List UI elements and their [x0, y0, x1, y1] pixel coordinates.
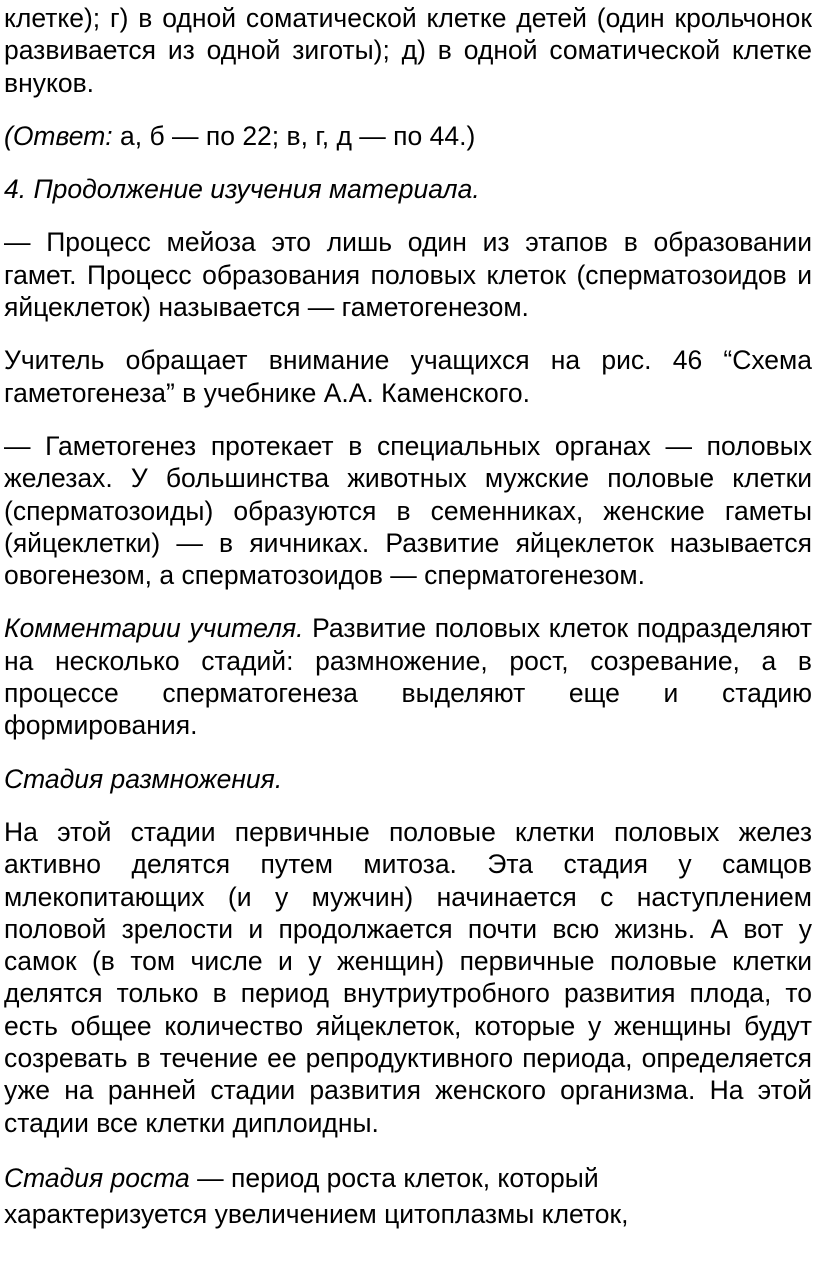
teacher-comments-text: Развитие половых клеток подразделяют на несколько стадий: размножение, рост, созревание, а в процессе сперматогенеза выделяют еще и стадию формирования.: [4, 613, 813, 741]
paragraph-growth-stage: [4, 1160, 812, 1232]
growth-stage-line1: — период роста клеток, который: [189, 1162, 599, 1193]
teacher-comments-label: Комментарии учителя.: [4, 613, 304, 644]
section-heading-text: 4. Продолжение изучения материала.: [4, 174, 480, 205]
paragraph-task-continuation: [4, 2, 812, 99]
answer-text: а, б — по 22; в, г, д — по 44.): [112, 120, 476, 151]
meiosis-text: — Процесс мейоза это лишь один из этапов в образовании гамет. Процесс образования половых клеток (сперматозоидов и яйцеклеток) называется — гаметогенезом.: [4, 227, 812, 323]
paragraph-teacher-comments: [4, 612, 812, 741]
growth-stage-label: Стадия роста: [4, 1162, 190, 1193]
answer-label: (Ответ:: [4, 120, 113, 151]
reproduction-stage-text: На этой стадии первичные половые клетки половых желез активно делятся путем митоза. Эта стадия у самцов млекопитающих (и у мужчин) начинается с наступлением половой зрелости и продолжается почти всю жизнь. А вот у самок (в том числе и у женщин) первичные половые клетки делятся только в период внутриутробного развития плода, то есть общее количество яйцеклеток, которые у женщины будут созревать в течение ее репродуктивного периода, определяется уже на ранней стадии развития женского организма. На этой стадии все клетки диплоидны.: [4, 816, 812, 1138]
paragraph-gametogenesis: [4, 430, 812, 591]
document-page: [4, 2, 812, 1232]
task-continuation-text: клетке); г) в одной соматической клетке детей (один крольчонок развивается из одной зиготы); д) в одной соматической клетке внуков.: [4, 3, 812, 98]
paragraph-answer: [4, 120, 812, 152]
stage-reproduction-title: Стадия размножения.: [4, 763, 283, 794]
paragraph-reproduction-stage: [4, 816, 812, 1139]
paragraph-meiosis: [4, 226, 812, 323]
section-heading-continuation: [4, 173, 812, 205]
growth-stage-line2: характеризуется увеличением цитоплазмы клеток,: [4, 1198, 629, 1229]
gametogenesis-text: — Гаметогенез протекает в специальных органах — половых железах. У большинства животных мужские половые клетки (сперматозоиды) образуются в семенниках, женские гаметы (яйцеклетки) — в яичниках. Развитие яйцеклеток называется овогенезом, а сперматозоидов — сперматогенезом.: [4, 430, 812, 591]
teacher-figure-text: Учитель обращает внимание учащихся на рис. 46 “Схема гаметогенеза” в учебнике А.А. Каменского.: [4, 345, 812, 408]
paragraph-teacher-figure: [4, 344, 812, 409]
stage-heading-reproduction: [4, 763, 812, 795]
